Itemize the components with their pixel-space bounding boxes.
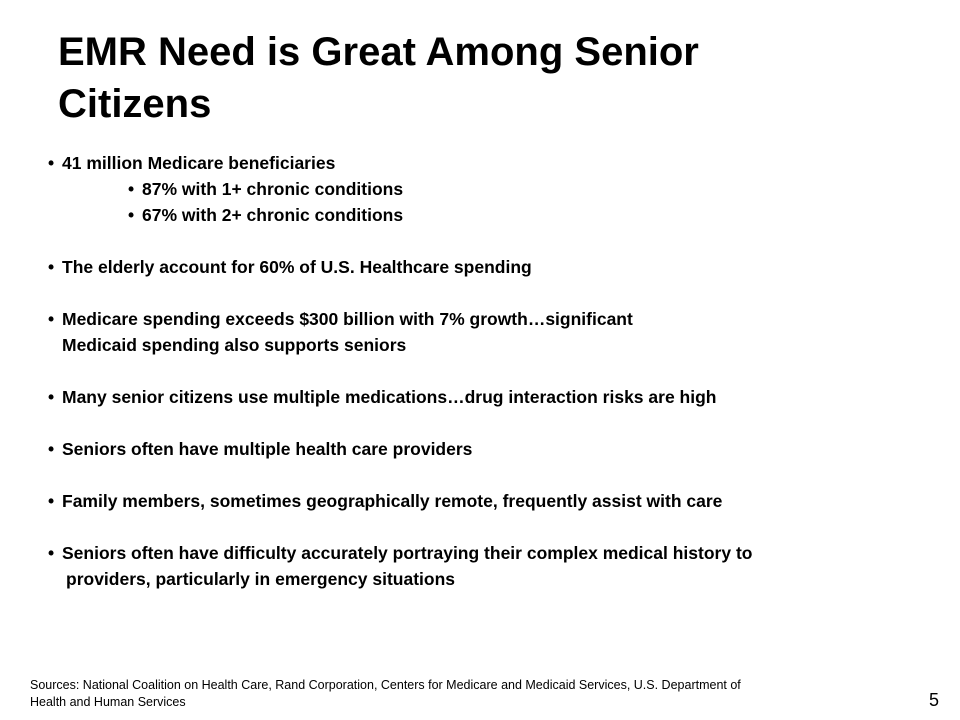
- list-item: [48, 202, 928, 228]
- bullet-glyph: •: [48, 491, 55, 511]
- page-number: 5: [929, 690, 940, 710]
- bullet-text: Medicare spending exceeds $300 billion with 7% growth…significant: [62, 309, 633, 329]
- bullet-text: providers, particularly in emergency situations: [66, 569, 456, 589]
- list-item: [48, 176, 928, 202]
- list-item-continuation: [48, 566, 928, 592]
- bullet-text: 41 million Medicare beneficiaries: [62, 153, 336, 173]
- bullet-glyph: •: [48, 543, 55, 563]
- title-line-2: Citizens: [58, 82, 212, 126]
- bullet-glyph: •: [48, 153, 55, 173]
- bullet-glyph: •: [48, 439, 55, 459]
- bullet-text: Seniors often have difficulty accurately portraying their complex medical history to: [62, 543, 753, 563]
- list-item: [48, 306, 928, 332]
- list-item: [48, 384, 928, 410]
- bullet-text: 67% with 2+ chronic conditions: [142, 205, 404, 225]
- bullet-text: The elderly account for 60% of U.S. Healthcare spending: [62, 257, 532, 277]
- list-item: [48, 436, 928, 462]
- list-item: [48, 254, 928, 280]
- slide-title: [58, 26, 918, 130]
- bullet-text: 87% with 1+ chronic conditions: [142, 179, 404, 199]
- sources-line-2: Health and Human Services: [30, 695, 186, 709]
- sources-line-1: Sources: National Coalition on Health Care, Rand Corporation, Centers for Medicare and Medicaid Services, U.S. Department of: [30, 678, 741, 692]
- bullet-glyph: •: [48, 387, 55, 407]
- bullet-glyph: •: [48, 257, 55, 277]
- list-item-continuation: [48, 332, 928, 358]
- bullet-text: Medicaid spending also supports seniors: [62, 335, 407, 355]
- bullet-list: [48, 150, 928, 592]
- list-item: [48, 150, 928, 176]
- bullet-glyph: •: [48, 309, 55, 329]
- list-item: [48, 540, 928, 566]
- sources-footnote: [30, 677, 890, 711]
- list-item: [48, 488, 928, 514]
- bullet-glyph: •: [128, 179, 135, 199]
- bullet-text: Family members, sometimes geographically remote, frequently assist with care: [62, 491, 723, 511]
- bullet-glyph: •: [128, 205, 135, 225]
- bullet-text: Seniors often have multiple health care providers: [62, 439, 473, 459]
- title-line-1: EMR Need is Great Among Senior: [58, 30, 699, 74]
- bullet-text: Many senior citizens use multiple medications…drug interaction risks are high: [62, 387, 717, 407]
